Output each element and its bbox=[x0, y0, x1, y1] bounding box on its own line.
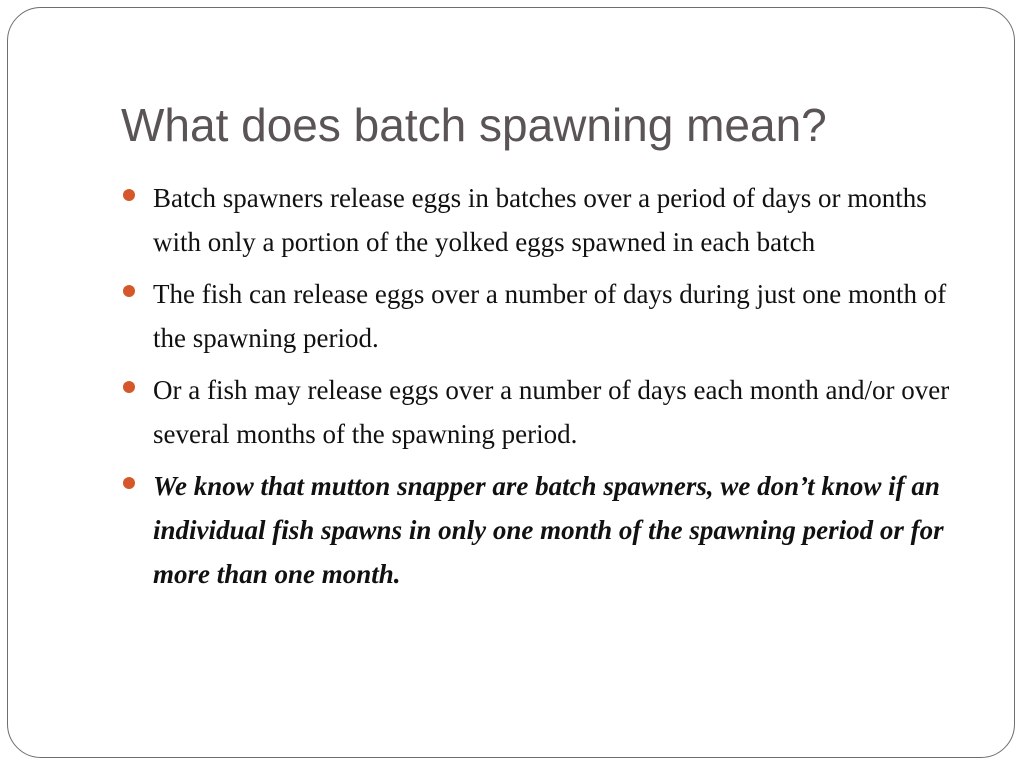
bullet-item bbox=[121, 272, 971, 360]
bullet-dot-icon bbox=[123, 285, 135, 297]
slide-frame bbox=[7, 7, 1015, 758]
bullet-list bbox=[121, 176, 971, 604]
bullet-text: We know that mutton snapper are batch spawners, we don’t know if an individual fish spawns in only one month of the spawning period or for more than one month. bbox=[153, 471, 944, 589]
bullet-text: Batch spawners release eggs in batches over a period of days or months with only a portion of the yolked eggs spawned in each batch bbox=[153, 183, 927, 257]
bullet-item bbox=[121, 368, 971, 456]
bullet-item-emphasized bbox=[121, 464, 971, 596]
bullet-dot-icon bbox=[123, 189, 135, 201]
slide-title: What does batch spawning mean? bbox=[121, 99, 827, 151]
bullet-dot-icon bbox=[123, 381, 135, 393]
bullet-item bbox=[121, 176, 971, 264]
bullet-text: Or a fish may release eggs over a number of days each month and/or over several months of the spawning period. bbox=[153, 375, 950, 449]
bullet-text: The fish can release eggs over a number of days during just one month of the spawning period. bbox=[153, 279, 947, 353]
bullet-dot-icon bbox=[123, 477, 135, 489]
